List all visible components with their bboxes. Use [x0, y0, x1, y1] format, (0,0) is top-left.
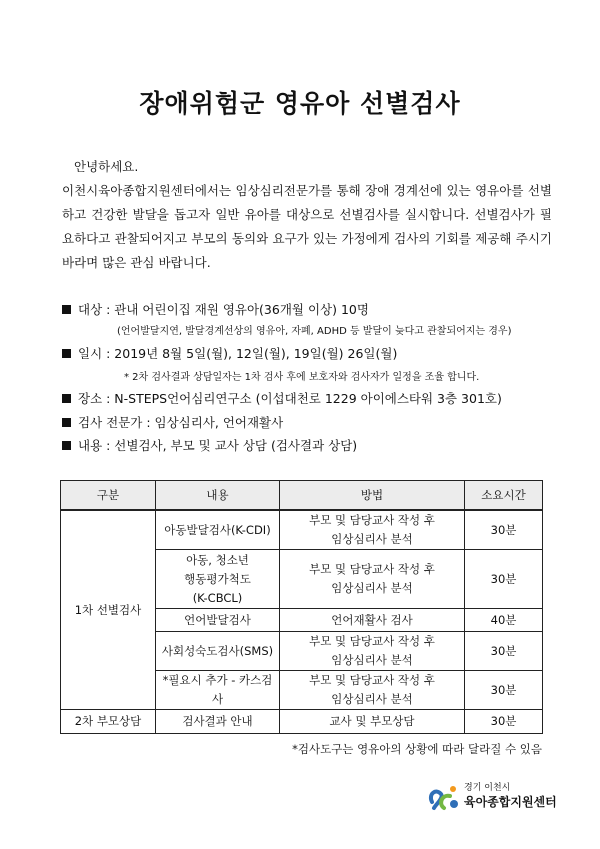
info-content-text: 내용 : 선별검사, 부모 및 교사 상담 (검사결과 상담)	[78, 438, 358, 453]
row-duration: 30분	[465, 671, 543, 710]
bullet-square-icon	[62, 394, 71, 403]
page-title: 장애위험군 영유아 선별검사	[139, 89, 461, 118]
row-method: 교사 및 부모상담	[280, 710, 465, 734]
row-method	[280, 550, 465, 609]
method-line: 부모 및 담당교사 작성 후	[309, 634, 435, 648]
method-line: 부모 및 담당교사 작성 후	[309, 562, 435, 576]
row-content: 검사결과 안내	[156, 710, 280, 734]
row-method	[280, 510, 465, 550]
header-category: 구분	[61, 481, 156, 511]
info-content	[62, 436, 357, 454]
header-duration: 소요시간	[465, 481, 543, 511]
bullet-square-icon	[62, 418, 71, 427]
row-content: *필요시 추가 - 카스검사	[156, 671, 280, 710]
row-content: 사회성숙도검사(SMS)	[156, 632, 280, 671]
method-line: 부모 및 담당교사 작성 후	[309, 673, 435, 687]
row-content	[156, 550, 280, 609]
center-logo-icon	[426, 780, 462, 816]
method-line: 임상심리사 분석	[331, 653, 413, 667]
bullet-square-icon	[62, 305, 71, 314]
info-place-text: 장소 : N-STEPS언어심리연구소 (이섭대천로 1229 아이에스타워 3층 301호)	[78, 391, 502, 406]
method-line: 임상심리사 분석	[331, 532, 413, 546]
info-target-text: 대상 : 관내 어린이집 재원 영유아(36개월 이상) 10명	[78, 302, 369, 317]
info-expert	[62, 413, 283, 431]
info-date-note: * 2차 검사결과 상담일자는 1차 검사 후에 보호자와 검사자가 일정을 조율 합니다.	[124, 372, 480, 383]
info-target	[62, 300, 369, 318]
info-date	[62, 344, 397, 362]
table-header-row	[61, 481, 543, 511]
content-line: 아동, 청소년	[186, 552, 249, 567]
info-target-note: (언어발달지연, 발달경계선상의 영유아, 자폐, ADHD 등 발달이 늦다고 관찰되어지는 경우)	[117, 326, 512, 337]
row-method	[280, 671, 465, 710]
schedule-table	[60, 480, 543, 734]
footnote: *검사도구는 영유아의 상황에 따라 달라질 수 있음	[292, 742, 542, 756]
method-line: 임상심리사 분석	[331, 692, 413, 706]
method-line: 부모 및 담당교사 작성 후	[309, 513, 435, 527]
intro-paragraph: 이천시육아종합지원센터에서는 임상심리전문가를 통해 장애 경계선에 있는 영유아를 선별하고 건강한 발달을 돕고자 일반 유아를 대상으로 선별검사를 실시합니다. 선별검사가 필요하다고 관찰되어지고 부모의 동의와 요구가 있는 가정에게 검사의 기회를 제공해 주시기 바라며 많은 관심 바랍니다.	[62, 183, 552, 270]
method-line: 임상심리사 분석	[331, 581, 413, 595]
header-method: 방법	[280, 481, 465, 511]
row-content: 언어발달검사	[156, 609, 280, 632]
logo-title: 육아종합지원센터	[464, 795, 557, 809]
info-expert-text: 검사 전문가 : 임상심리사, 언어재활사	[78, 415, 284, 430]
group-second-counseling: 2차 부모상담	[61, 710, 156, 734]
content-line: 행동평가척도	[184, 571, 251, 586]
logo-subtitle: 경기 이천시	[464, 783, 511, 793]
info-place	[62, 389, 502, 407]
intro-section	[62, 155, 552, 275]
header-content: 내용	[156, 481, 280, 511]
table-row	[61, 710, 543, 734]
greeting-text: 안녕하세요.	[74, 159, 139, 174]
table-row	[61, 510, 543, 550]
row-content: 아동발달검사(K-CDI)	[156, 510, 280, 550]
info-list	[62, 300, 552, 460]
content-line: (K-CBCL)	[192, 590, 243, 605]
bullet-square-icon	[62, 349, 71, 358]
row-method: 언어재활사 검사	[280, 609, 465, 632]
group-first-screening: 1차 선별검사	[61, 510, 156, 710]
bullet-square-icon	[62, 441, 71, 450]
center-logo	[426, 778, 556, 818]
row-duration: 30분	[465, 510, 543, 550]
row-method	[280, 632, 465, 671]
row-duration: 30분	[465, 710, 543, 734]
info-date-text: 일시 : 2019년 8월 5일(월), 12일(월), 19일(월) 26일(월)	[78, 346, 398, 361]
row-duration: 30분	[465, 550, 543, 609]
row-duration: 40분	[465, 609, 543, 632]
row-duration: 30분	[465, 632, 543, 671]
